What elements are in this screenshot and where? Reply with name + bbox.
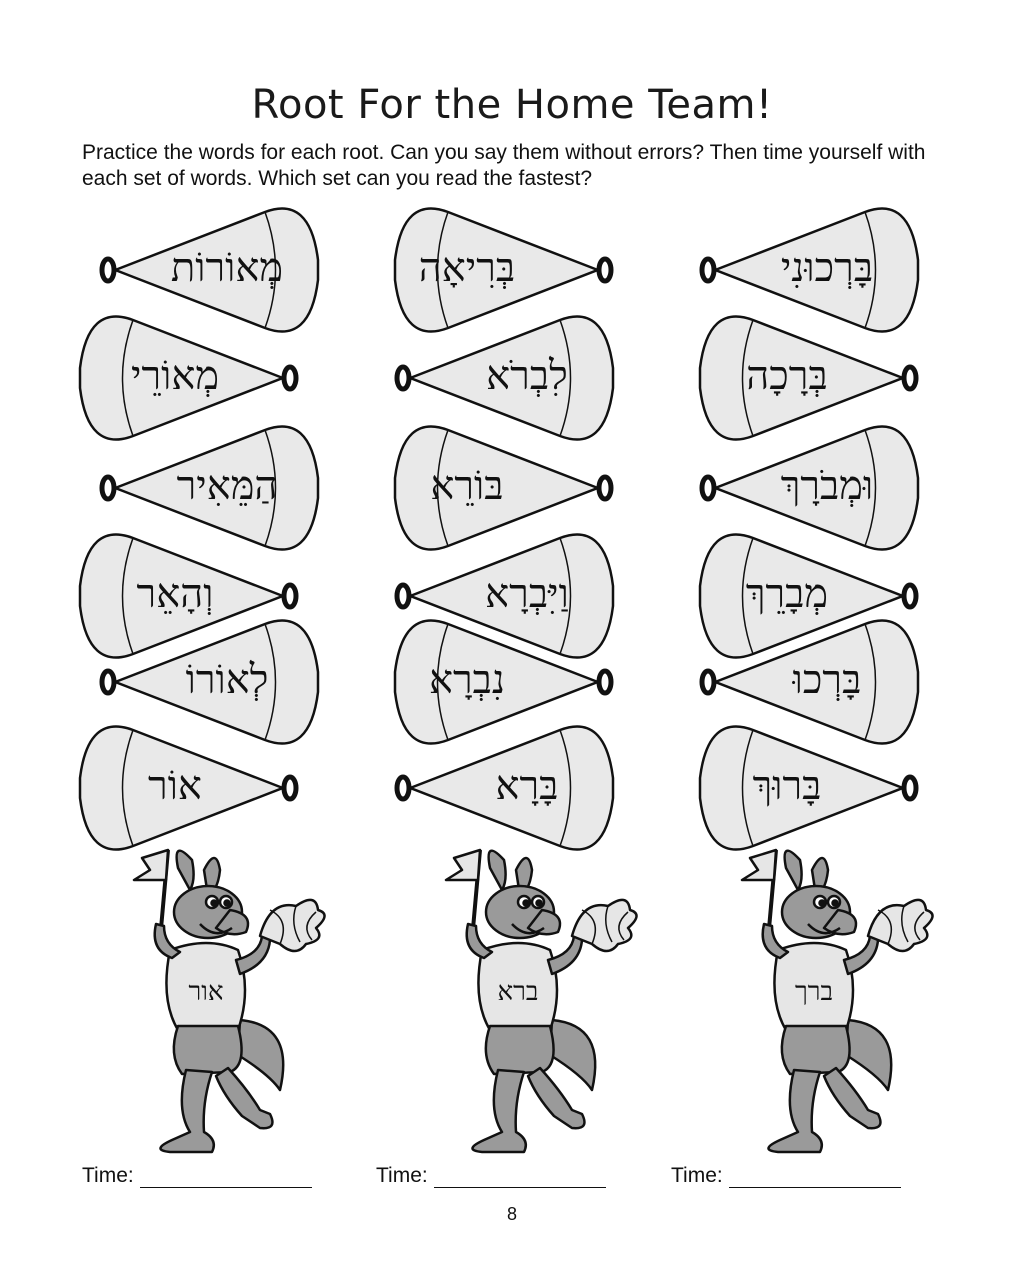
root-word: לְאוֹרוֹ: [185, 657, 269, 703]
kangaroo-mascot: [432, 840, 652, 1160]
root-word: בָּרְכוּ: [792, 657, 862, 703]
root-word: אוֹר: [148, 763, 202, 809]
root-word: וּמְבֹרָךְ: [780, 463, 874, 509]
kangaroo-mascot: [120, 840, 340, 1160]
root-word: מְאוֹרוֹת: [170, 245, 284, 291]
instructions-text: Practice the words for each root. Can you say them without errors? Then time yourself with each set of words. Which set can you read the fastest?: [82, 141, 926, 190]
root-word: בָּרָא: [495, 763, 559, 809]
root-word: בּוֹרֵא: [430, 463, 504, 509]
time-label: Time:: [376, 1164, 428, 1187]
root-word: הַמֵּאִיר: [176, 463, 278, 509]
root-word: וְהָאֵר: [136, 571, 214, 617]
root-word: מְאוֹרֵי: [130, 353, 220, 399]
page-number: 8: [506, 1204, 517, 1224]
time-field: [82, 1164, 312, 1188]
time-field: [671, 1164, 901, 1188]
root-word: לִבְרֹא: [486, 353, 568, 399]
time-field: [376, 1164, 606, 1188]
time-blank-line[interactable]: [434, 1165, 606, 1188]
root-word: נִבְרָא: [429, 657, 505, 703]
root-word: בָּרוּךְ: [752, 763, 822, 809]
time-blank-line[interactable]: [729, 1165, 901, 1188]
time-label: Time:: [671, 1164, 723, 1187]
root-word: בָּרְכוּנִי: [780, 245, 874, 291]
page-title: Root For the Home Team!: [251, 82, 773, 128]
root-word: בְּרָכָה: [746, 353, 828, 399]
time-label: Time:: [82, 1164, 134, 1187]
root-word: בְּרִיאָה: [418, 245, 516, 291]
shirt-root-label: אור: [188, 977, 224, 1007]
shirt-root-label: ברא: [497, 977, 539, 1007]
kangaroo-mascot: [728, 840, 948, 1160]
root-word: וַיִּבְרָא: [485, 571, 569, 617]
shirt-root-label: ברך: [794, 977, 834, 1007]
time-blank-line[interactable]: [140, 1165, 312, 1188]
root-word: מְבָרֵךְ: [745, 571, 829, 617]
